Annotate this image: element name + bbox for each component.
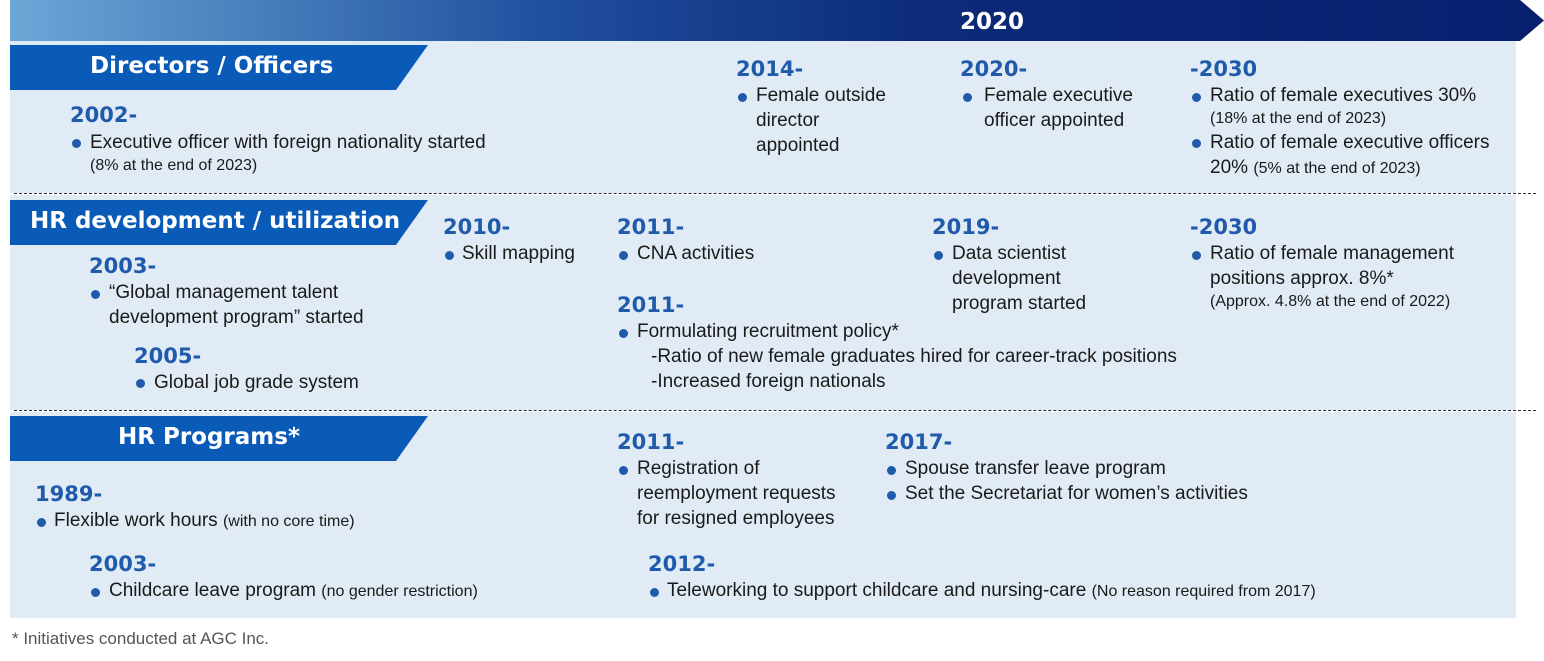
bullet-icon xyxy=(619,466,628,475)
initiative-text: Ratio of female management xyxy=(1210,243,1454,264)
year-2011: 2011- xyxy=(617,293,685,317)
bullet-icon xyxy=(738,93,747,102)
initiative-text: Registration of xyxy=(637,458,760,479)
initiative-text: Ratio of female executive officers xyxy=(1210,132,1490,153)
initiative-text: reemployment requests xyxy=(637,483,836,504)
initiative-text: Female outside xyxy=(756,85,886,106)
initiative-main: Teleworking to support childcare and nursing-care xyxy=(667,580,1087,601)
bullet-icon xyxy=(136,379,145,388)
initiative-text xyxy=(109,579,478,605)
initiative-text xyxy=(667,579,1316,605)
bullet-icon xyxy=(1192,251,1201,260)
bullet-icon xyxy=(619,329,628,338)
year-2003: 2003- xyxy=(89,552,157,576)
bullet-icon xyxy=(650,588,659,597)
initiative-text: positions approx. 8%* xyxy=(1210,268,1394,289)
section-divider xyxy=(14,193,1536,194)
initiative-text: program started xyxy=(952,293,1087,314)
year-2005: 2005- xyxy=(134,344,202,368)
initiative-text: Set the Secretariat for women’s activities xyxy=(905,483,1248,504)
bullet-icon xyxy=(887,466,896,475)
year-2017: 2017- xyxy=(885,430,953,454)
bullet-icon xyxy=(934,251,943,260)
section-title: HR development / utilization xyxy=(30,208,401,234)
initiative-text: Formulating recruitment policy* xyxy=(637,321,899,342)
year-2014: 2014- xyxy=(736,57,804,81)
initiative-text: for resigned employees xyxy=(637,508,835,529)
bullet-icon xyxy=(72,139,81,148)
initiative-note: (with no core time) xyxy=(222,513,355,530)
initiative-text: CNA activities xyxy=(637,243,755,264)
bullet-icon xyxy=(887,491,896,500)
footnote: * Initiatives conducted at AGC Inc. xyxy=(12,629,270,648)
bullet-icon xyxy=(37,518,46,527)
initiative-text: Executive officer with foreign nationality started xyxy=(90,132,486,153)
initiative-text: director xyxy=(756,110,820,131)
section-label-hr-programs xyxy=(10,416,428,461)
section-divider xyxy=(14,410,1536,411)
section-title: HR Programs* xyxy=(118,424,300,450)
initiative-note: (8% at the end of 2023) xyxy=(90,157,258,174)
bullet-icon xyxy=(445,251,454,260)
initiative-text xyxy=(1210,156,1421,182)
initiative-text: Spouse transfer leave program xyxy=(905,458,1166,479)
initiative-note: (18% at the end of 2023) xyxy=(1210,110,1387,127)
year-1989: 1989- xyxy=(35,482,103,506)
initiative-text: Data scientist xyxy=(952,243,1067,264)
bullet-icon xyxy=(619,251,628,260)
bullet-icon xyxy=(1192,93,1201,102)
initiative-main: Flexible work hours xyxy=(54,510,218,531)
initiative-note: (No reason required from 2017) xyxy=(1091,583,1316,600)
year-2011: 2011- xyxy=(617,215,685,239)
initiative-text xyxy=(54,509,355,535)
section-title: Directors / Officers xyxy=(90,53,334,79)
year-2020: 2020- xyxy=(960,57,1028,81)
year-2030: -2030 xyxy=(1190,215,1258,239)
initiative-text: Ratio of female executives 30% xyxy=(1210,85,1477,106)
timeline-banner xyxy=(10,0,1544,41)
year-2012: 2012- xyxy=(648,552,716,576)
initiative-text: Skill mapping xyxy=(462,243,575,264)
bullet-icon xyxy=(1192,139,1201,148)
year-2019: 2019- xyxy=(932,215,1000,239)
initiative-text: officer appointed xyxy=(984,110,1125,131)
banner-year-label: 2020 xyxy=(960,9,1025,35)
initiative-subtext: -Increased foreign nationals xyxy=(651,371,886,392)
year-2010: 2010- xyxy=(443,215,511,239)
initiative-subtext: -Ratio of new female graduates hired for career-track positions xyxy=(651,346,1177,367)
initiative-text: “Global management talent xyxy=(109,282,339,303)
bullet-icon xyxy=(963,93,972,102)
year-2030: -2030 xyxy=(1190,57,1258,81)
initiative-text: appointed xyxy=(756,135,840,156)
year-2003: 2003- xyxy=(89,254,157,278)
initiative-text: Global job grade system xyxy=(154,372,359,393)
initiative-note: (no gender restriction) xyxy=(321,583,478,600)
section-label-hr-development xyxy=(10,200,428,245)
initiative-text: development program” started xyxy=(109,307,364,328)
year-2011: 2011- xyxy=(617,430,685,454)
initiative-main: Childcare leave program xyxy=(109,580,316,601)
initiative-text: Female executive xyxy=(984,85,1133,106)
initiative-note: (Approx. 4.8% at the end of 2022) xyxy=(1210,293,1451,310)
initiative-note: (5% at the end of 2023) xyxy=(1253,160,1421,177)
year-2002: 2002- xyxy=(70,103,138,127)
initiative-text: development xyxy=(952,268,1061,289)
bullet-icon xyxy=(91,290,100,299)
bullet-icon xyxy=(91,588,100,597)
initiative-value: 20% xyxy=(1210,157,1249,178)
section-label-directors xyxy=(10,45,428,90)
